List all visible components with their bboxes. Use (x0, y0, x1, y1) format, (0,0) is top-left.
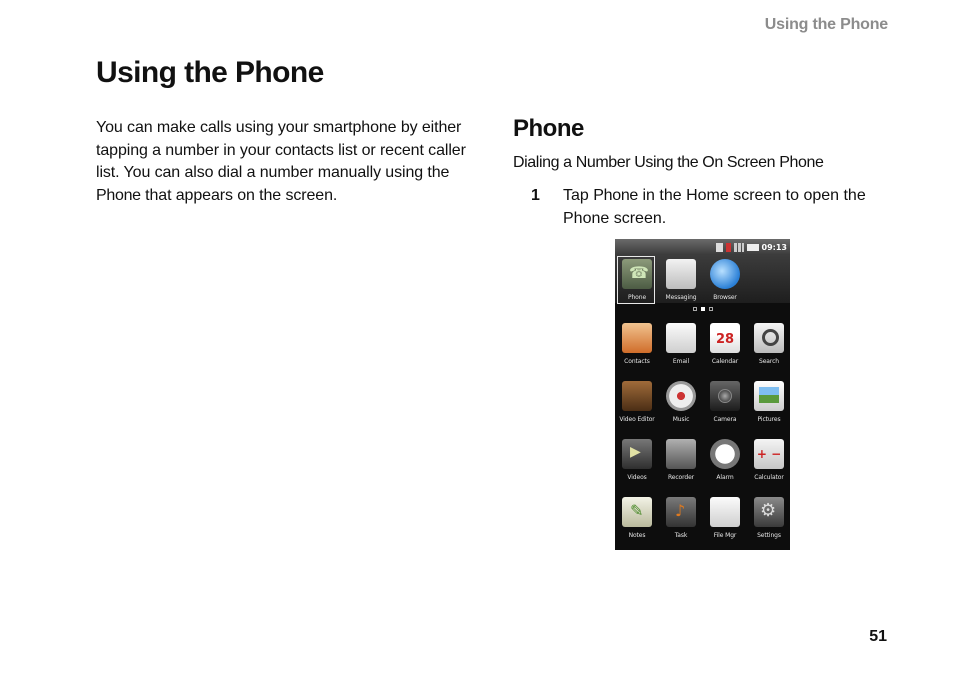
intro-text-after: that appears on the screen. (140, 186, 338, 204)
section-title: Phone (513, 115, 584, 142)
app-label: Messaging (665, 294, 697, 301)
subsection-title: Dialing a Number Using the On Screen Phone (513, 154, 824, 171)
step-ui-term: Phone (593, 187, 639, 204)
app-camera[interactable] (703, 381, 747, 437)
app-task[interactable] (659, 497, 703, 550)
app-notes[interactable] (615, 497, 659, 550)
messaging-icon (666, 259, 696, 289)
page-title: Using the Phone (96, 56, 324, 89)
notes-pencil-icon (622, 497, 652, 527)
music-disc-icon (666, 381, 696, 411)
app-label: Alarm (716, 474, 734, 481)
phone-icon (622, 259, 652, 289)
app-label: Calculator (754, 474, 784, 481)
app-label: Browser (713, 294, 737, 301)
camera-icon (710, 381, 740, 411)
app-alarm[interactable] (703, 439, 747, 495)
pictures-icon (754, 381, 784, 411)
file-manager-folder-icon (710, 497, 740, 527)
app-label: Search (758, 358, 779, 365)
calendar-icon: 28 (710, 323, 740, 353)
app-calculator[interactable] (747, 439, 790, 495)
app-pictures[interactable] (747, 381, 790, 437)
alert-icon (726, 243, 731, 252)
app-recorder[interactable] (659, 439, 703, 495)
step-text (563, 185, 891, 230)
app-label: Pictures (757, 416, 781, 423)
page-dot (709, 307, 713, 311)
app-label: Video Editor (619, 416, 655, 423)
app-file-mgr[interactable] (703, 497, 747, 550)
phone-home-screenshot (615, 239, 790, 550)
app-settings[interactable] (747, 497, 790, 550)
notification-icon (716, 243, 723, 252)
page-indicator (615, 307, 790, 311)
email-icon (666, 323, 696, 353)
step-number: 1 (531, 187, 540, 204)
video-editor-icon (622, 381, 652, 411)
videos-play-icon (622, 439, 652, 469)
intro-ui-term: Phone (96, 186, 141, 204)
running-head: Using the Phone (764, 16, 888, 33)
page-number: 51 (869, 628, 887, 645)
app-label: Notes (628, 532, 646, 539)
app-label: Task (674, 532, 688, 539)
intro-text-before: You can make calls using your smartphone by either tapping a number in your contacts list or recent caller list. You can also dial a number manually using the (96, 119, 466, 182)
app-label: Settings (757, 532, 781, 539)
app-music[interactable] (659, 381, 703, 437)
app-search[interactable] (747, 323, 790, 379)
app-contacts[interactable] (615, 323, 659, 379)
app-calendar[interactable] (703, 323, 747, 379)
browser-globe-icon (710, 259, 740, 289)
status-time: 09:13 (761, 242, 787, 252)
app-label: Camera (713, 416, 737, 423)
app-label: Videos (627, 474, 647, 481)
signal-icon (734, 243, 744, 252)
settings-gear-icon (754, 497, 784, 527)
app-label: Music (672, 416, 690, 423)
search-icon (754, 323, 784, 353)
contacts-icon (622, 323, 652, 353)
app-label: Contacts (624, 358, 650, 365)
calculator-icon: + − (754, 439, 784, 469)
task-icon (666, 497, 696, 527)
app-video-editor[interactable] (615, 381, 659, 437)
step-1 (531, 185, 891, 230)
app-videos[interactable] (615, 439, 659, 495)
page-dot (693, 307, 697, 311)
status-bar (615, 239, 790, 255)
alarm-clock-icon (710, 439, 740, 469)
step-text-after: in the Home screen to open the Phone screen. (563, 187, 866, 227)
app-label: Email (672, 358, 690, 365)
app-label: Phone (627, 294, 647, 301)
battery-icon (747, 244, 759, 251)
app-email[interactable] (659, 323, 703, 379)
page-dot-active (701, 307, 705, 311)
app-label: Recorder (667, 474, 695, 481)
intro-paragraph (96, 117, 481, 207)
recorder-microphone-icon (666, 439, 696, 469)
step-text-before: Tap (563, 187, 594, 204)
app-label: File Mgr (713, 532, 737, 539)
app-label: Calendar (711, 358, 739, 365)
